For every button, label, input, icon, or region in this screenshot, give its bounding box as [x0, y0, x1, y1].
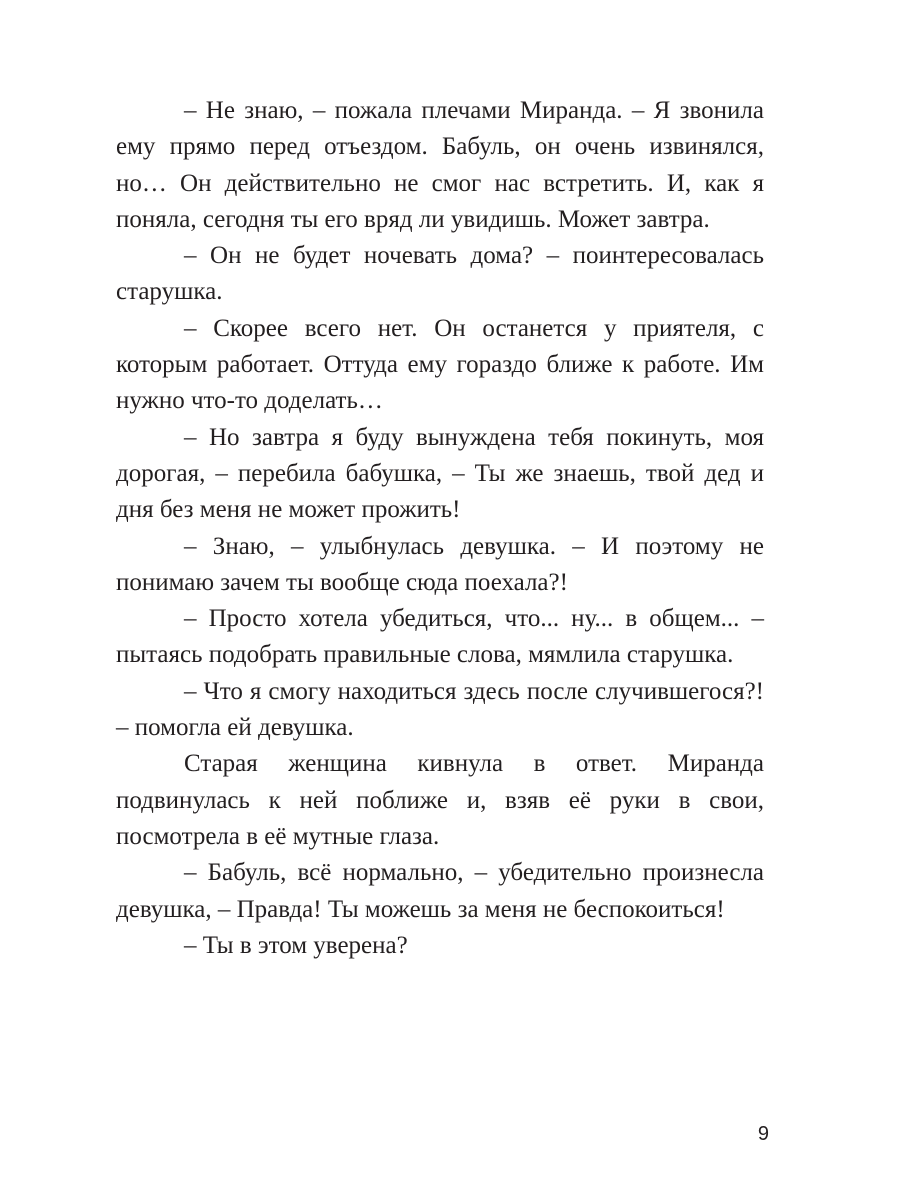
paragraph: – Но завтра я буду вынуждена тебя покинуть, моя дорогая, – перебила бабушка, – Ты же знаешь, твой дед и дня без меня не может прожить!	[116, 423, 764, 524]
paragraph: – Просто хотела убедиться, что... ну... в общем... – пытаясь подобрать правильные слова, мямлила старушка.	[116, 605, 764, 669]
paragraph: – Он не будет ночевать дома? – поинтересовалась старушка.	[116, 242, 764, 306]
page-number: 9	[757, 1123, 769, 1145]
paragraph: – Бабуль, всё нормально, – убедительно произнесла девушка, – Правда! Ты можешь за меня не беспокоиться!	[116, 859, 764, 923]
paragraph: Старая женщина кивнула в ответ. Миранда подвинулась к ней поближе и, взяв её руки в свои, посмотрела в её мутные глаза.	[116, 750, 764, 850]
paragraph: – Ты в этом уверена?	[184, 931, 408, 959]
paragraph: – Не знаю, – пожала плечами Миранда. – Я звонила ему прямо перед отъездом. Бабуль, он очень извинялся, но… Он действительно не смог нас встретить. И, как я поняла, сегодня ты его вряд ли увидишь. Может завтра.	[116, 97, 764, 233]
paragraph: – Знаю, – улыбнулась девушка. – И поэтому не понимаю зачем ты вообще сюда поехала?!	[116, 532, 764, 596]
body-text	[116, 93, 764, 964]
paragraph: – Что я смогу находиться здесь после случившегося?! – помогла ей девушка.	[116, 677, 764, 742]
paragraph: – Скорее всего нет. Он останется у приятеля, с которым работает. Оттуда ему гораздо ближе к работе. Им нужно что-то доделать…	[116, 314, 764, 415]
